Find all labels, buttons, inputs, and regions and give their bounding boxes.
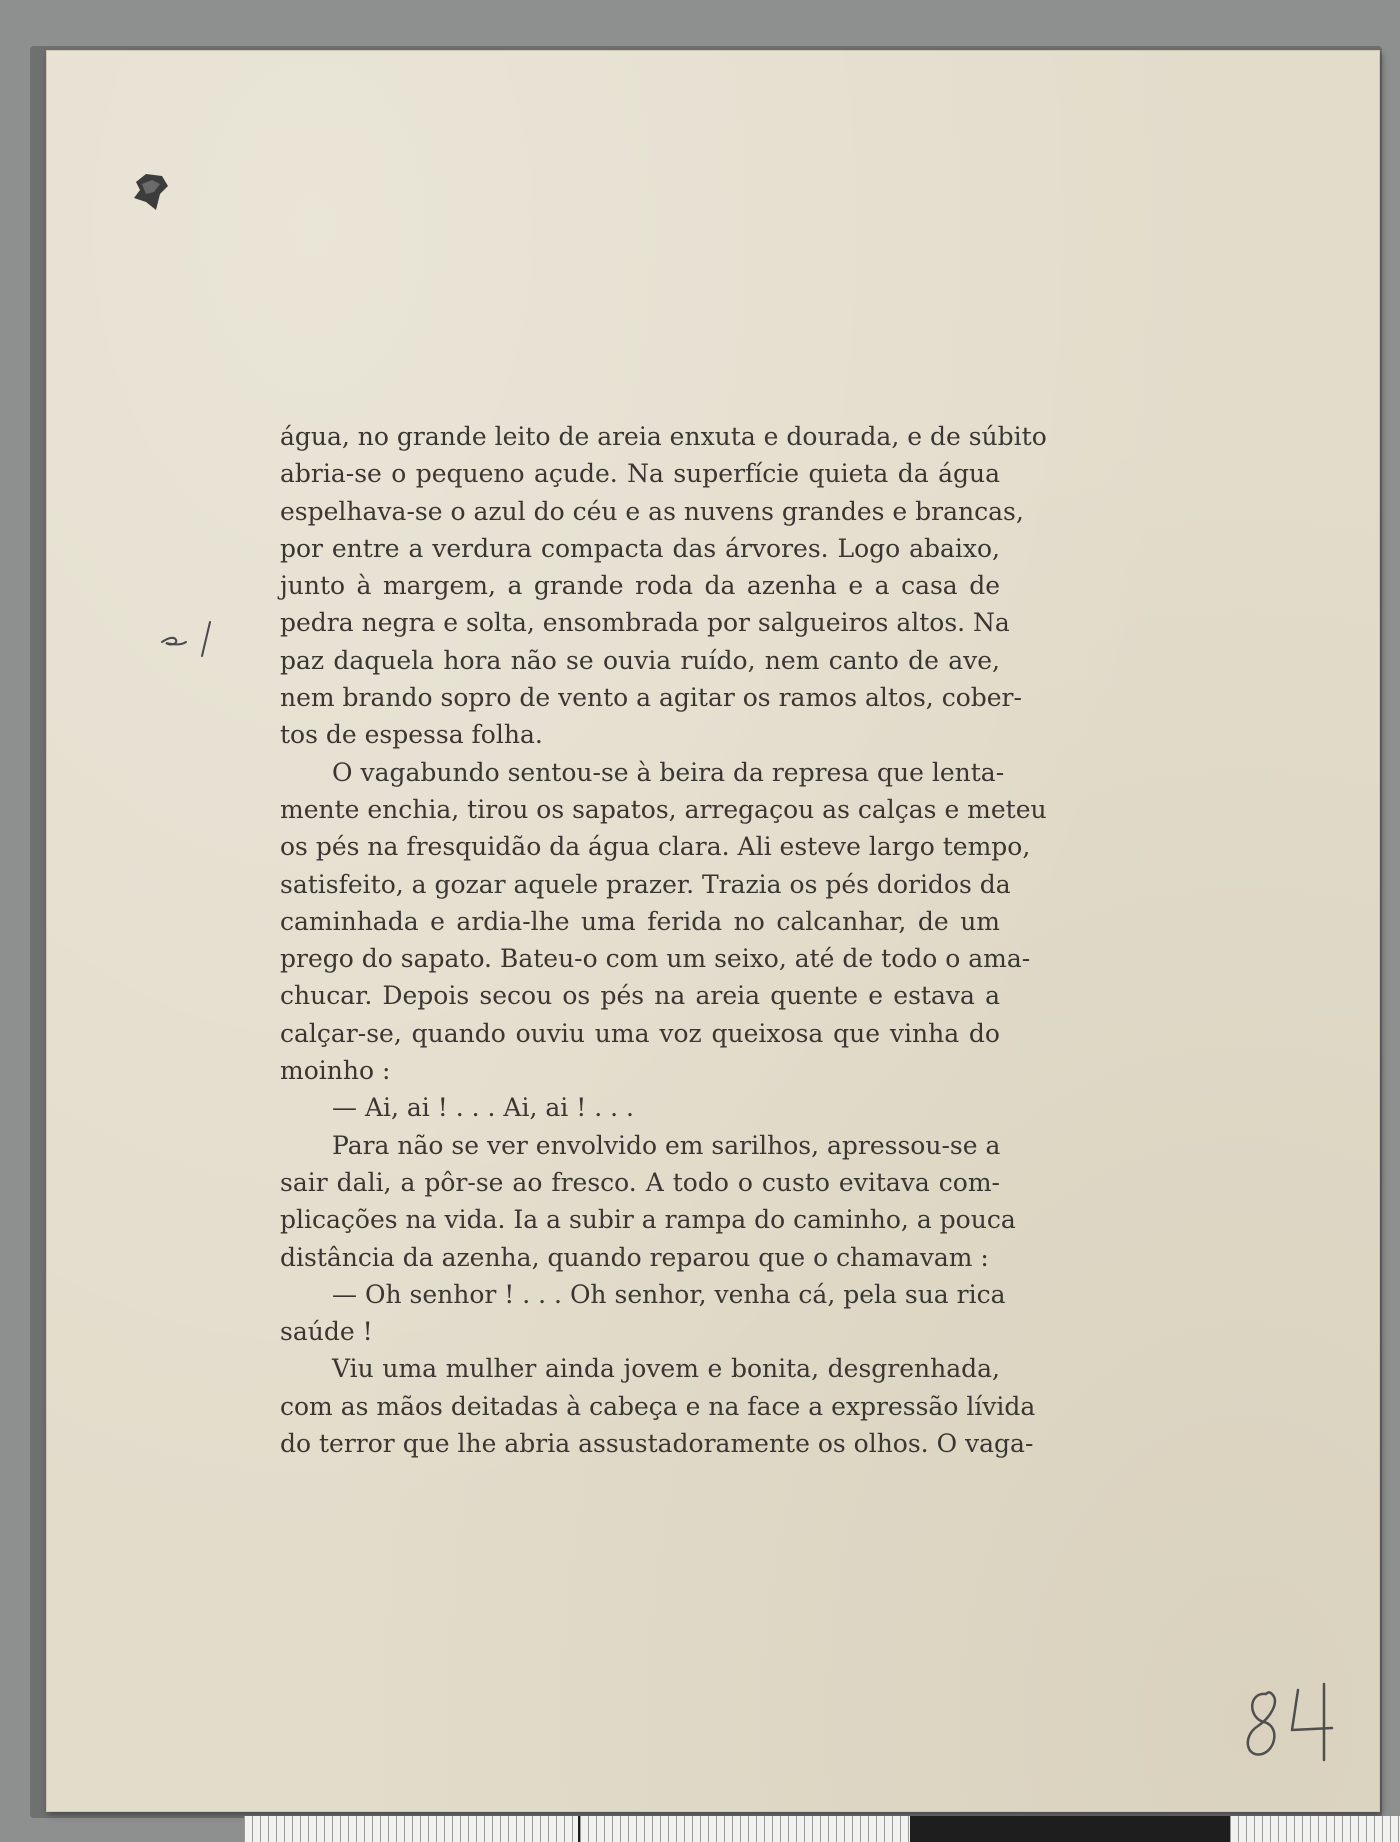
text-line: por entre a verdura compacta das árvores. Logo abaixo, [280,533,1000,563]
text-line: O vagabundo sentou-se à beira da represa que lenta- [332,757,1005,787]
text-line: sair dali, a pôr-se ao fresco. A todo o custo evitava com- [280,1167,1000,1197]
text-line: calçar-se, quando ouviu uma voz queixosa que vinha do [280,1018,1000,1048]
text-line: moinho : [280,1056,391,1086]
text-line: Viu uma mulher ainda jovem e bonita, desgrenhada, [332,1354,1000,1384]
text-line: distância da azenha, quando reparou que o chamavam : [280,1242,989,1272]
text-line: água, no grande leito de areia enxuta e dourada, e de súbito [280,422,1047,451]
text-line: satisfeito, a gozar aquele prazer. Trazia os pés doridos da [280,869,1011,899]
scale-ruler [244,1816,1400,1842]
text-line: mente enchia, tirou os sapatos, arregaçou as calças e meteu [280,794,1047,824]
text-line: nem brando sopro de vento a agitar os ramos altos, cober- [280,683,1022,713]
text-line: abria-se o pequeno açude. Na superfície quieta da água [280,459,1000,489]
ruler-segment-light [580,1816,910,1842]
text-line: Para não se ver envolvido em sarilhos, apressou-se a [332,1130,1001,1160]
text-line: os pés na fresquidão da água clara. Ali esteve largo tempo, [280,832,1031,862]
text-line: tos de espessa folha. [280,720,543,750]
handwritten-page-number [1236,1680,1346,1780]
text-line: espelhava-se o azul do céu e as nuvens grandes e brancas, [280,496,1024,526]
text-line: pedra negra e solta, ensombrada por salgueiros altos. Na [280,608,1010,638]
ruler-segment-light [244,1816,578,1842]
text-line: plicações na vida. Ia a subir a rampa do caminho, a pouca [280,1205,1016,1235]
ruler-segment-dark [910,1816,1230,1842]
text-line: saúde ! [280,1317,373,1347]
typed-page-text [280,418,1047,1462]
text-line: com as mãos deitadas à cabeça e na face a expressão lívida [280,1391,1036,1421]
torn-hole-mark [132,172,170,212]
dialogue-line: — Ai, ai ! . . . Ai, ai ! . . . [332,1093,634,1123]
text-line: junto à margem, a grande roda da azenha e a casa de [280,571,1000,601]
text-line: paz daquela hora não se ouvia ruído, nem canto de ave, [280,645,1000,675]
dialogue-line: — Oh senhor ! . . . Oh senhor, venha cá, pela sua rica [332,1279,1006,1309]
text-line: prego do sapato. Bateu-o com um seixo, até de todo o ama- [280,944,1031,974]
text-line: do terror que lhe abria assustadoramente os olhos. O vaga- [280,1429,1034,1459]
text-line: chucar. Depois secou os pés na areia quente e estava a [280,981,1000,1011]
ruler-segment-light [1230,1816,1400,1842]
text-line: caminhada e ardia-lhe uma ferida no calcanhar, de um [280,906,1000,936]
handwritten-margin-note [158,610,228,660]
